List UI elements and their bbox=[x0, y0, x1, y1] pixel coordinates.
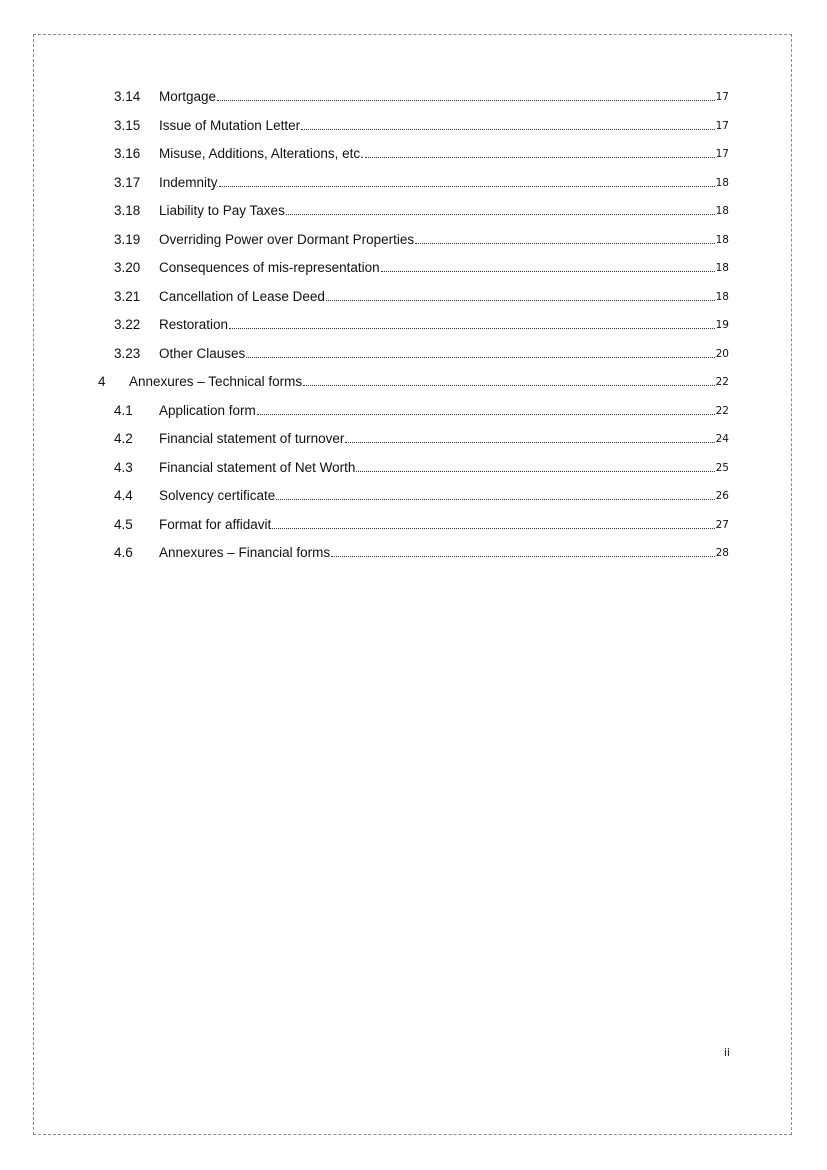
toc-entry-number: 3.19 bbox=[114, 231, 141, 247]
toc-entry-number: 3.22 bbox=[114, 317, 141, 332]
toc-entry-title: Annexures – Financial forms bbox=[159, 545, 331, 560]
toc-entry-page: 17 bbox=[715, 91, 729, 103]
toc-entry-page: 28 bbox=[715, 547, 729, 559]
toc-leader-dots bbox=[326, 299, 715, 301]
toc-entry-page: 19 bbox=[715, 319, 729, 331]
toc-entry-number: 3.16 bbox=[114, 146, 141, 161]
toc-entry[interactable] bbox=[114, 512, 729, 532]
toc-entry-page: 20 bbox=[715, 347, 729, 360]
toc-entry-page: 26 bbox=[715, 490, 729, 502]
toc-entry[interactable] bbox=[114, 227, 729, 247]
toc-entry[interactable] bbox=[114, 284, 729, 304]
toc-leader-dots bbox=[229, 327, 715, 329]
toc-entry-title: Consequences of mis-representation bbox=[159, 260, 380, 275]
toc-leader-dots bbox=[217, 99, 715, 101]
toc-entry-page: 17 bbox=[715, 119, 729, 132]
toc-entry-title: Overriding Power over Dormant Properties bbox=[159, 231, 415, 247]
toc-leader-dots bbox=[381, 270, 715, 272]
toc-entry-number: 3.20 bbox=[114, 260, 141, 275]
toc-entry[interactable] bbox=[114, 198, 729, 218]
toc-entry[interactable] bbox=[114, 113, 729, 133]
toc-entry-number: 4.6 bbox=[114, 545, 133, 560]
toc-entry-title: Format for affidavit bbox=[159, 516, 272, 532]
toc-leader-dots bbox=[286, 213, 715, 215]
toc-entry-number: 3.17 bbox=[114, 174, 141, 190]
toc-entry-page: 18 bbox=[715, 262, 729, 274]
toc-entry[interactable] bbox=[114, 426, 729, 446]
toc-entry-page: 22 bbox=[715, 376, 729, 388]
toc-entry[interactable] bbox=[114, 84, 729, 104]
toc-entry-title: Solvency certificate bbox=[159, 488, 276, 503]
toc-entry-title: Issue of Mutation Letter bbox=[159, 117, 301, 133]
toc-leader-dots bbox=[257, 413, 715, 415]
toc-entry-title: Mortgage bbox=[159, 89, 217, 104]
toc-leader-dots bbox=[415, 242, 715, 244]
toc-entry-title: Cancellation of Lease Deed bbox=[159, 288, 325, 304]
toc-entry-page: 24 bbox=[715, 433, 729, 445]
toc-leader-dots bbox=[345, 441, 714, 443]
toc-entry-title: Liability to Pay Taxes bbox=[159, 203, 285, 218]
toc-entry[interactable] bbox=[114, 398, 729, 418]
toc-entry-number: 4.1 bbox=[114, 402, 133, 418]
page-number: ii bbox=[723, 1046, 730, 1059]
toc-entry-title: Other Clauses bbox=[159, 345, 246, 361]
toc-entry-title: Financial statement of turnover bbox=[159, 431, 345, 446]
toc-entry-page: 25 bbox=[715, 461, 729, 474]
toc-entry[interactable] bbox=[114, 312, 729, 332]
toc-entry-page: 22 bbox=[715, 404, 729, 417]
toc-entry-number: 4 bbox=[98, 374, 106, 389]
toc-leader-dots bbox=[365, 156, 715, 158]
toc-entry-number: 4.5 bbox=[114, 516, 133, 532]
toc-entry-page: 18 bbox=[715, 233, 729, 246]
toc-entry-page: 27 bbox=[715, 518, 729, 531]
toc-entry-page: 18 bbox=[715, 290, 729, 303]
toc-entry[interactable] bbox=[114, 455, 729, 475]
toc-leader-dots bbox=[246, 356, 714, 358]
toc-entry-page: 18 bbox=[715, 176, 729, 189]
toc-entry-title: Indemnity bbox=[159, 174, 218, 190]
toc-entry[interactable] bbox=[114, 170, 729, 190]
toc-entry-title: Restoration bbox=[159, 317, 229, 332]
toc-leader-dots bbox=[272, 527, 714, 529]
toc-entry-number: 4.3 bbox=[114, 459, 133, 475]
toc-leader-dots bbox=[219, 185, 715, 187]
toc-leader-dots bbox=[303, 384, 715, 386]
toc-entry-number: 3.14 bbox=[114, 89, 141, 104]
toc-entry-number: 4.2 bbox=[114, 431, 133, 446]
toc-entry-number: 3.23 bbox=[114, 345, 141, 361]
toc-entry[interactable] bbox=[114, 483, 729, 503]
toc-entry[interactable] bbox=[114, 255, 729, 275]
toc-entry-page: 17 bbox=[715, 148, 729, 160]
toc-entry-number: 4.4 bbox=[114, 488, 133, 503]
toc-entry-number: 3.18 bbox=[114, 203, 141, 218]
toc-leader-dots bbox=[331, 555, 715, 557]
toc-entry[interactable] bbox=[114, 540, 729, 560]
toc-entry-number: 3.21 bbox=[114, 288, 141, 304]
toc-leader-dots bbox=[356, 470, 714, 472]
toc-entry-title: Application form bbox=[159, 402, 256, 418]
toc-entry[interactable] bbox=[114, 141, 729, 161]
toc-entry-number: 3.15 bbox=[114, 117, 141, 133]
toc-entry-page: 18 bbox=[715, 205, 729, 217]
toc-leader-dots bbox=[301, 128, 715, 130]
toc-entry-title: Financial statement of Net Worth bbox=[159, 459, 356, 475]
toc-entry-title: Misuse, Additions, Alterations, etc. bbox=[159, 146, 364, 161]
toc-leader-dots bbox=[276, 498, 714, 500]
toc-entry[interactable] bbox=[114, 341, 729, 361]
toc-entry-title: Annexures – Technical forms bbox=[129, 374, 303, 389]
toc-entry[interactable] bbox=[98, 369, 729, 389]
